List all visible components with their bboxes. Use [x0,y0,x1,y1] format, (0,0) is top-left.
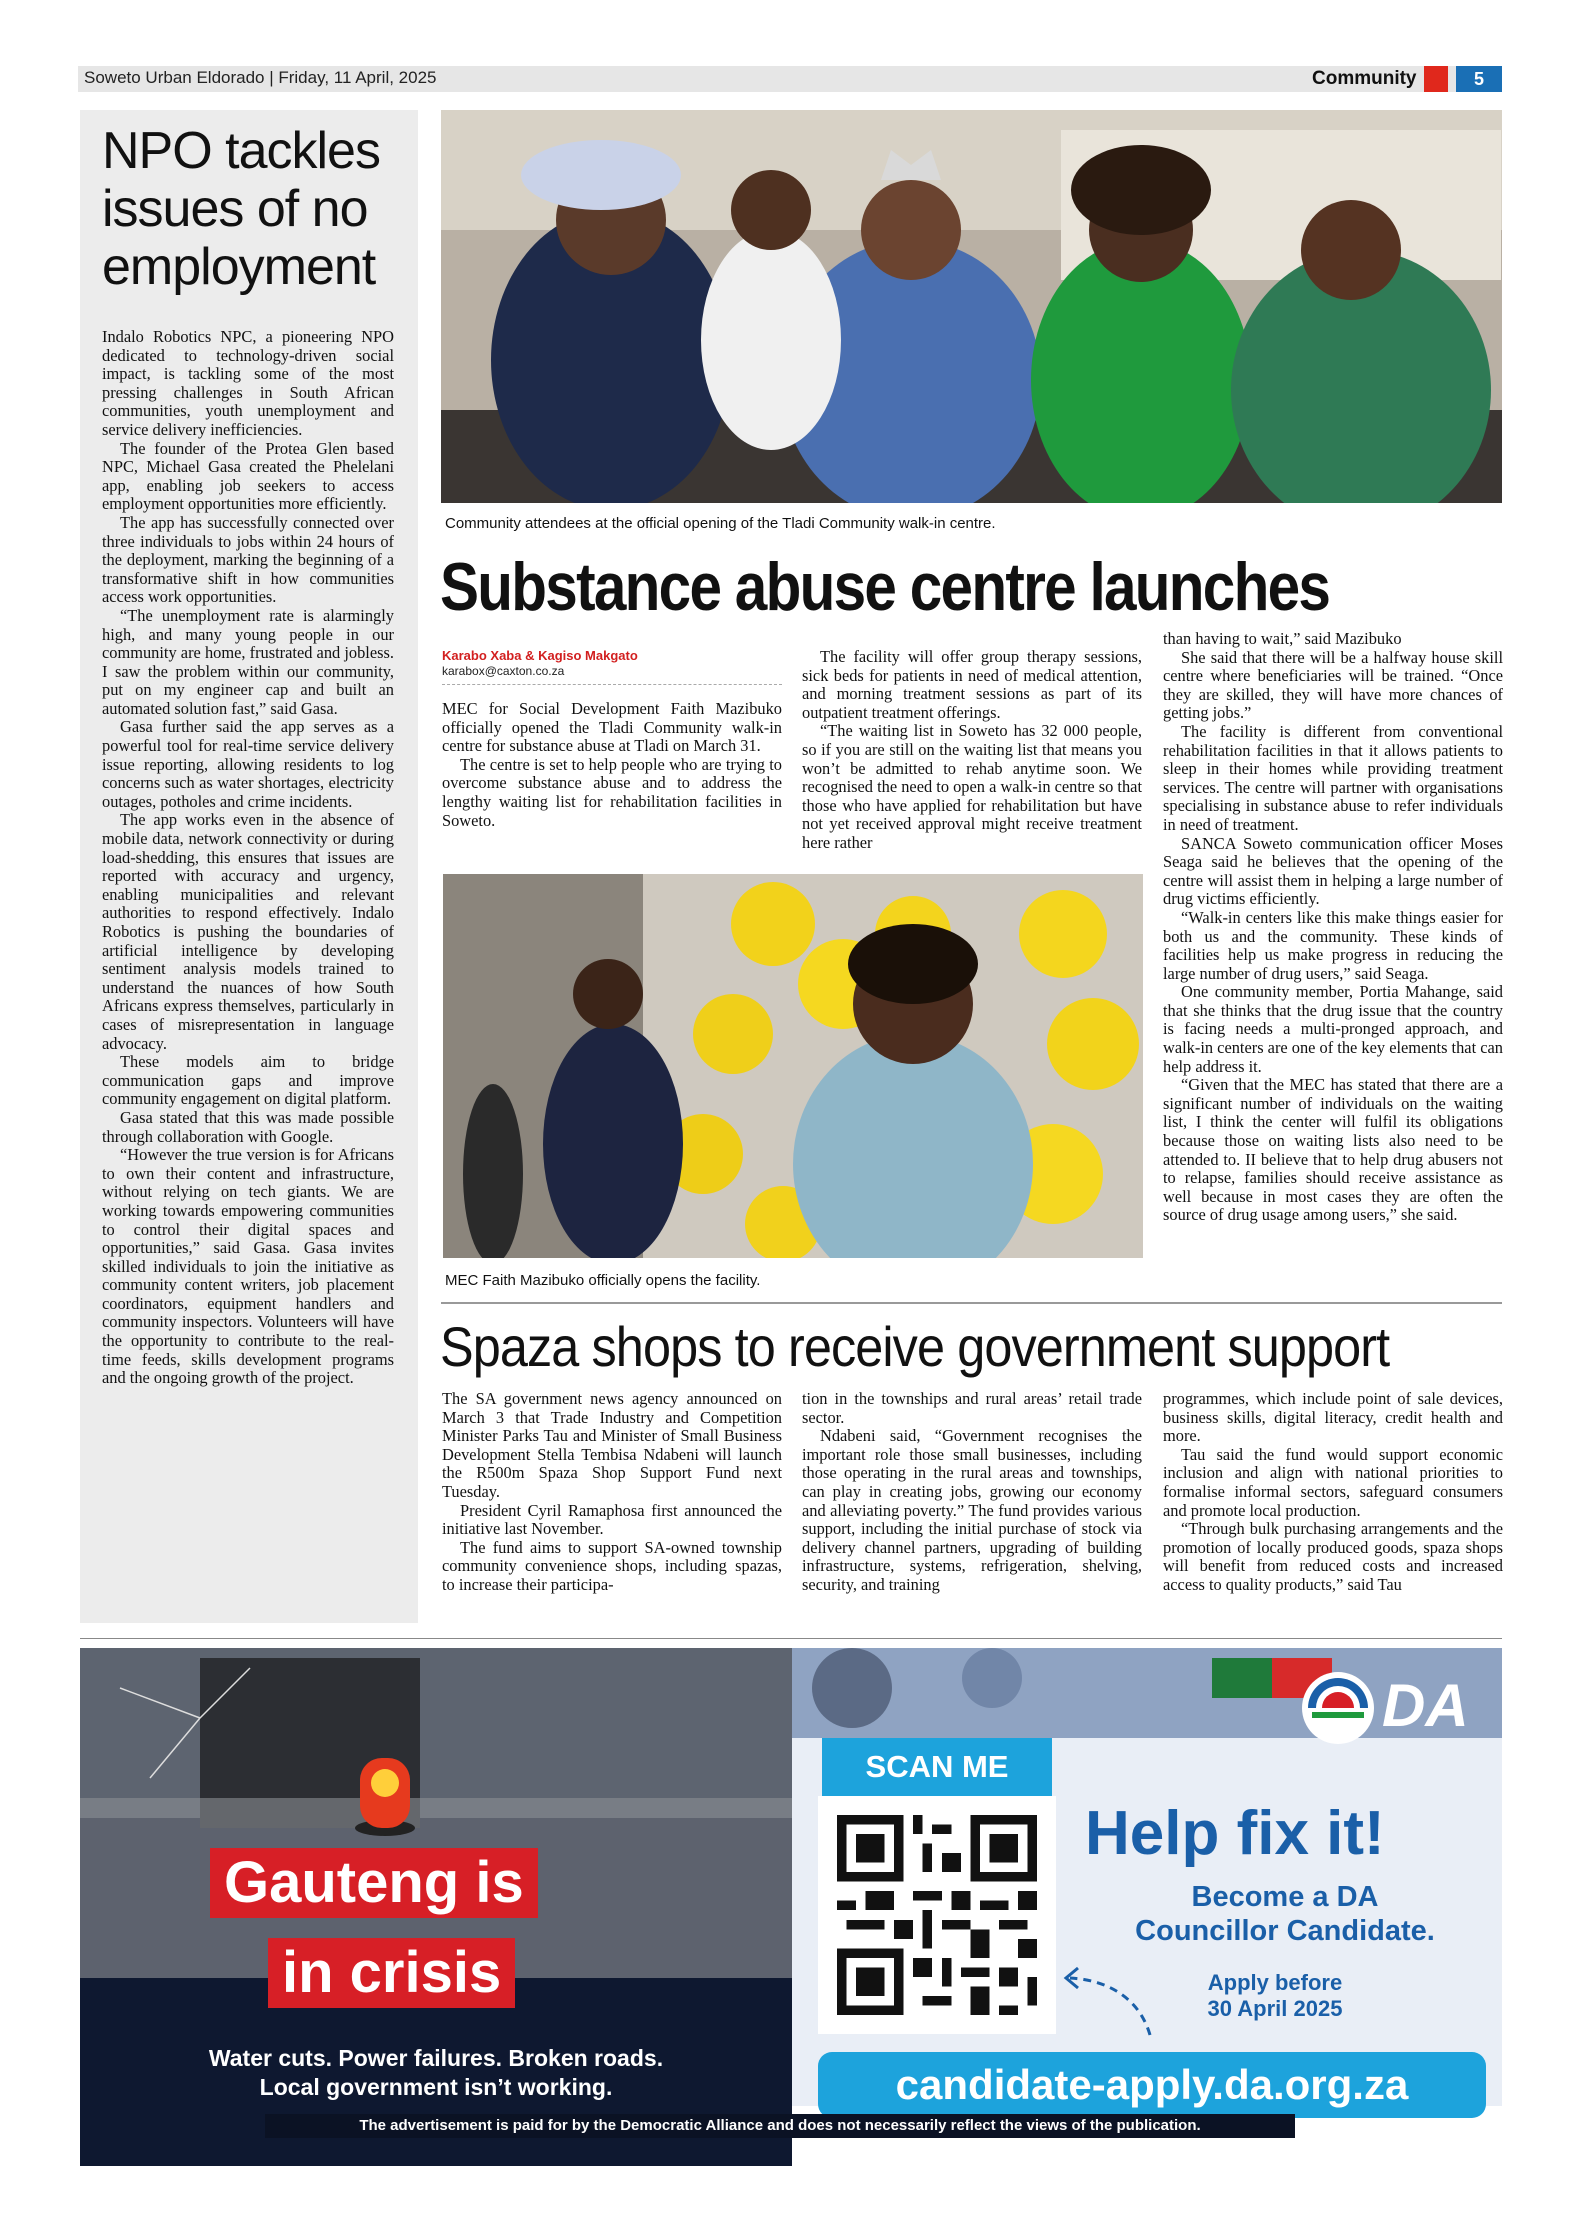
spaza-headline: Spaza shops to receive government support [440,1315,1390,1378]
become-line-2: Councillor Candidate. [1135,1915,1435,1947]
substance-headline: Substance abuse centre launches [440,549,1330,625]
paragraph: Tau said the fund would support economic inclusion and align with national priorities to formalise informal sectors, safeguard consumers and promote local production. [1163,1444,1503,1520]
paragraph: The app works even in the absence of mobile data, network connectivity or during load-shedding, this ensures that issues are reported with accuracy and urgency, enabling municipalities and relevant authorities to respond effectively. Indalo Robotics is pushing the boundaries of artificial intelligence by developing sentiment analysis models trained to understand the nuances of how South Africans express themselves, particularly in cases of misrepresentation in language advocacy. [102,810,394,1053]
dashed-arrow-icon [1060,1960,1155,2040]
paragraph: than having to wait,” said Mazibuko [1163,629,1402,648]
da-logo [1298,1668,1494,1748]
become-candidate-text [1085,1880,1485,1948]
section-color-block [1424,66,1448,92]
apply-deadline [1155,1970,1395,2022]
paragraph: MEC for Social Development Faith Mazibuko officially opened the Tladi Community walk-in centre for substance abuse at Tladi on March 31. [442,699,782,756]
crisis-subtext [80,2044,792,2102]
section-label: Community [1312,68,1417,89]
ad-disclaimer: The advertisement is paid for by the Democratic Alliance and does not necessarily reflect the views of the publication. [359,2117,1201,2134]
paragraph: The facility is different from conventional rehabilitation facilities in that it allows patients to sleep in their homes while providing treatment services. The centre will partner with organisations specialising in substance abuse to refer individuals in need of treatment. [1163,721,1503,834]
paragraph: “Given that the MEC has stated that there are a significant number of individuals on the waiting list, I think the center will fulfil its obligations because those on waiting lists also need to be attended to. II believe that to help drug abusers not to relapse, families should receive assistance as well because in most cases they are often the source of drug usage among users,” she said. [1163,1075,1503,1225]
paragraph: SANCA Soweto communication officer Moses Seaga said he believes that the opening of the centre will assist them in helping a large number of drug victims efficiently. [1163,833,1503,909]
apply-line-1: Apply before [1207,1970,1343,1995]
author-email[interactable]: karabox@caxton.co.za [442,664,565,678]
paragraph: “The waiting list in Soweto has 32 000 people, so if you are still on the waiting list that means you won’t be admitted to rehab anytime soon. We recognised the need to open a walk-in centre so that those who have applied for rehabilitation but have not yet received approval might receive treatment here rather [802,721,1142,852]
paragraph: The centre is set to help people who are trying to overcome substance abuse and to address the lengthy waiting list for rehabilitation facilities in Soweto. [442,754,782,830]
paragraph: These models aim to bridge communication gaps and improve community engagement on digital platform. [102,1052,394,1109]
paragraph: programmes, which include point of sale devices, business skills, digital literacy, credit health and more. [1163,1389,1503,1446]
paragraph: Indalo Robotics NPC, a pioneering NPO dedicated to technology-driven social impact, is tackling some of the most pressing challenges in South African communities, youth unemployment and service delivery inefficiencies. [102,327,394,439]
substance-column-2 [802,648,1142,853]
spaza-column-3 [1163,1390,1503,1595]
publication-date: Soweto Urban Eldorado | Friday, 11 April, 2025 [84,68,437,87]
become-line-1: Become a DA [1191,1881,1379,1913]
siren-icon [355,1758,415,1836]
crisis-headline-line-1: Gauteng is [210,1848,538,1918]
paragraph: The facility will offer group therapy sessions, sick beds for patients in need of medical attention, and morning treatment sessions as part of its outpatient treatment offerings. [802,647,1142,722]
paragraph: The founder of the Protea Glen based NPC, Michael Gasa created the Phelelani app, enabling job seekers to access employment opportunities more efficiently. [102,438,394,514]
page-number: 5 [1456,66,1502,92]
crisis-subtext-line-1: Water cuts. Power failures. Broken roads. [208,2045,664,2071]
paragraph: The app has successfully connected over three individuals to jobs within 24 hours of the deployment, marking the beginning of a transformative shift in how communities access work opportunities. [102,512,394,607]
substance-column-1 [442,700,782,830]
byline-divider [442,684,782,685]
ad-divider [80,1638,1502,1639]
paragraph: “Walk-in centers like this make things easier for both us and the community. These kinds of facilities help us make progress in reducing the large number of drug users,” said Seaga. [1163,907,1503,983]
help-fix-headline: Help fix it! [1085,1799,1385,1868]
paragraph: “However the true version is for Africans to own their content and infrastructure, without relying on tech giants. We are working towards empowering communities to control their digital spaces and opportunities,” said Gasa. Gasa invites skilled individuals to join the initiative as community content writers, job placement coordinators, equipment handlers and community inspectors. Volunteers will have the opportunity to contribute to the real-time feeds, skills development programs and the ongoing growth of the project. [102,1145,394,1388]
apply-line-2: 30 April 2025 [1207,1996,1343,2021]
paragraph: The fund aims to support SA-owned township community convenience shops, including spazas, to increase their participa- [442,1537,782,1594]
paragraph: Gasa further said the app serves as a powerful tool for real-time service delivery issue reporting, allowing residents to log concerns such as water shortages, electricity outages, potholes and crime incidents. [102,717,394,811]
candidate-apply-url[interactable]: candidate-apply.da.org.za [818,2052,1486,2118]
spaza-column-1 [442,1390,782,1595]
paragraph: She said that there will be a halfway house skill centre where beneficiaries will be trained. “Once they are skilled, they will have more chances of getting jobs.” [1163,647,1503,723]
npo-article-body [102,328,394,1388]
da-logo-text: DA [1382,1672,1469,1739]
article-divider [441,1302,1502,1304]
photo-caption: MEC Faith Mazibuko officially opens the facility. [445,1272,761,1289]
community-attendees-photo [441,110,1502,503]
photo-caption: Community attendees at the official opening of the Tladi Community walk-in centre. [445,515,996,532]
paragraph: “Through bulk purchasing arrangements and the promotion of locally produced goods, spaza shops will benefit from reduced costs and increased access to quality products,” said Tau [1163,1519,1503,1594]
qr-code[interactable] [818,1796,1056,2034]
crisis-headline-line-2: in crisis [268,1938,515,2008]
paragraph: tion in the townships and rural areas’ retail trade sector. [802,1389,1142,1427]
spaza-column-2 [802,1390,1142,1595]
paragraph: Ndabeni said, “Government recognises the important role those small businesses, including those operating in the rural areas and townships, can play in creating jobs, growing our economy and alleviating poverty.” The fund provides various support, including the initial purchase of stock via delivery channel partners, upgrading of building infrastructure, systems, refrigeration, shelving, security, and training [802,1426,1142,1594]
mec-opening-photo [443,874,1143,1258]
scan-me-label: SCAN ME [822,1738,1052,1796]
crisis-subtext-line-2: Local government isn’t working. [259,2074,613,2100]
npo-headline: NPO tackles issues of no employment [102,122,380,296]
paragraph: Gasa stated that this was made possible through collaboration with Google. [102,1107,394,1146]
paragraph: One community member, Portia Mahange, said that she thinks that the drug issue that the country is facing needs a multi-pronged approach, and walk-in centers are one of the key elements that can help address it. [1163,982,1503,1076]
paragraph: “The unemployment rate is alarmingly high, and many young people in our community are home, frustrated and jobless. I saw the problem within our community, put on my engineer cap and built an automated solution fast,” said Gasa. [102,605,394,718]
substance-column-3 [1163,630,1503,1225]
paragraph: The SA government news agency announced on March 3 that Trade Industry and Competition Minister Parks Tau and Minister of Small Business Development Stella Tembisa Ndabeni will launch the R500m Spaza Shop Support Fund next Tuesday. [442,1389,782,1501]
byline: Karabo Xaba & Kagiso Makgato [442,648,638,663]
paragraph: President Cyril Ramaphosa first announced the initiative last November. [442,1500,782,1539]
